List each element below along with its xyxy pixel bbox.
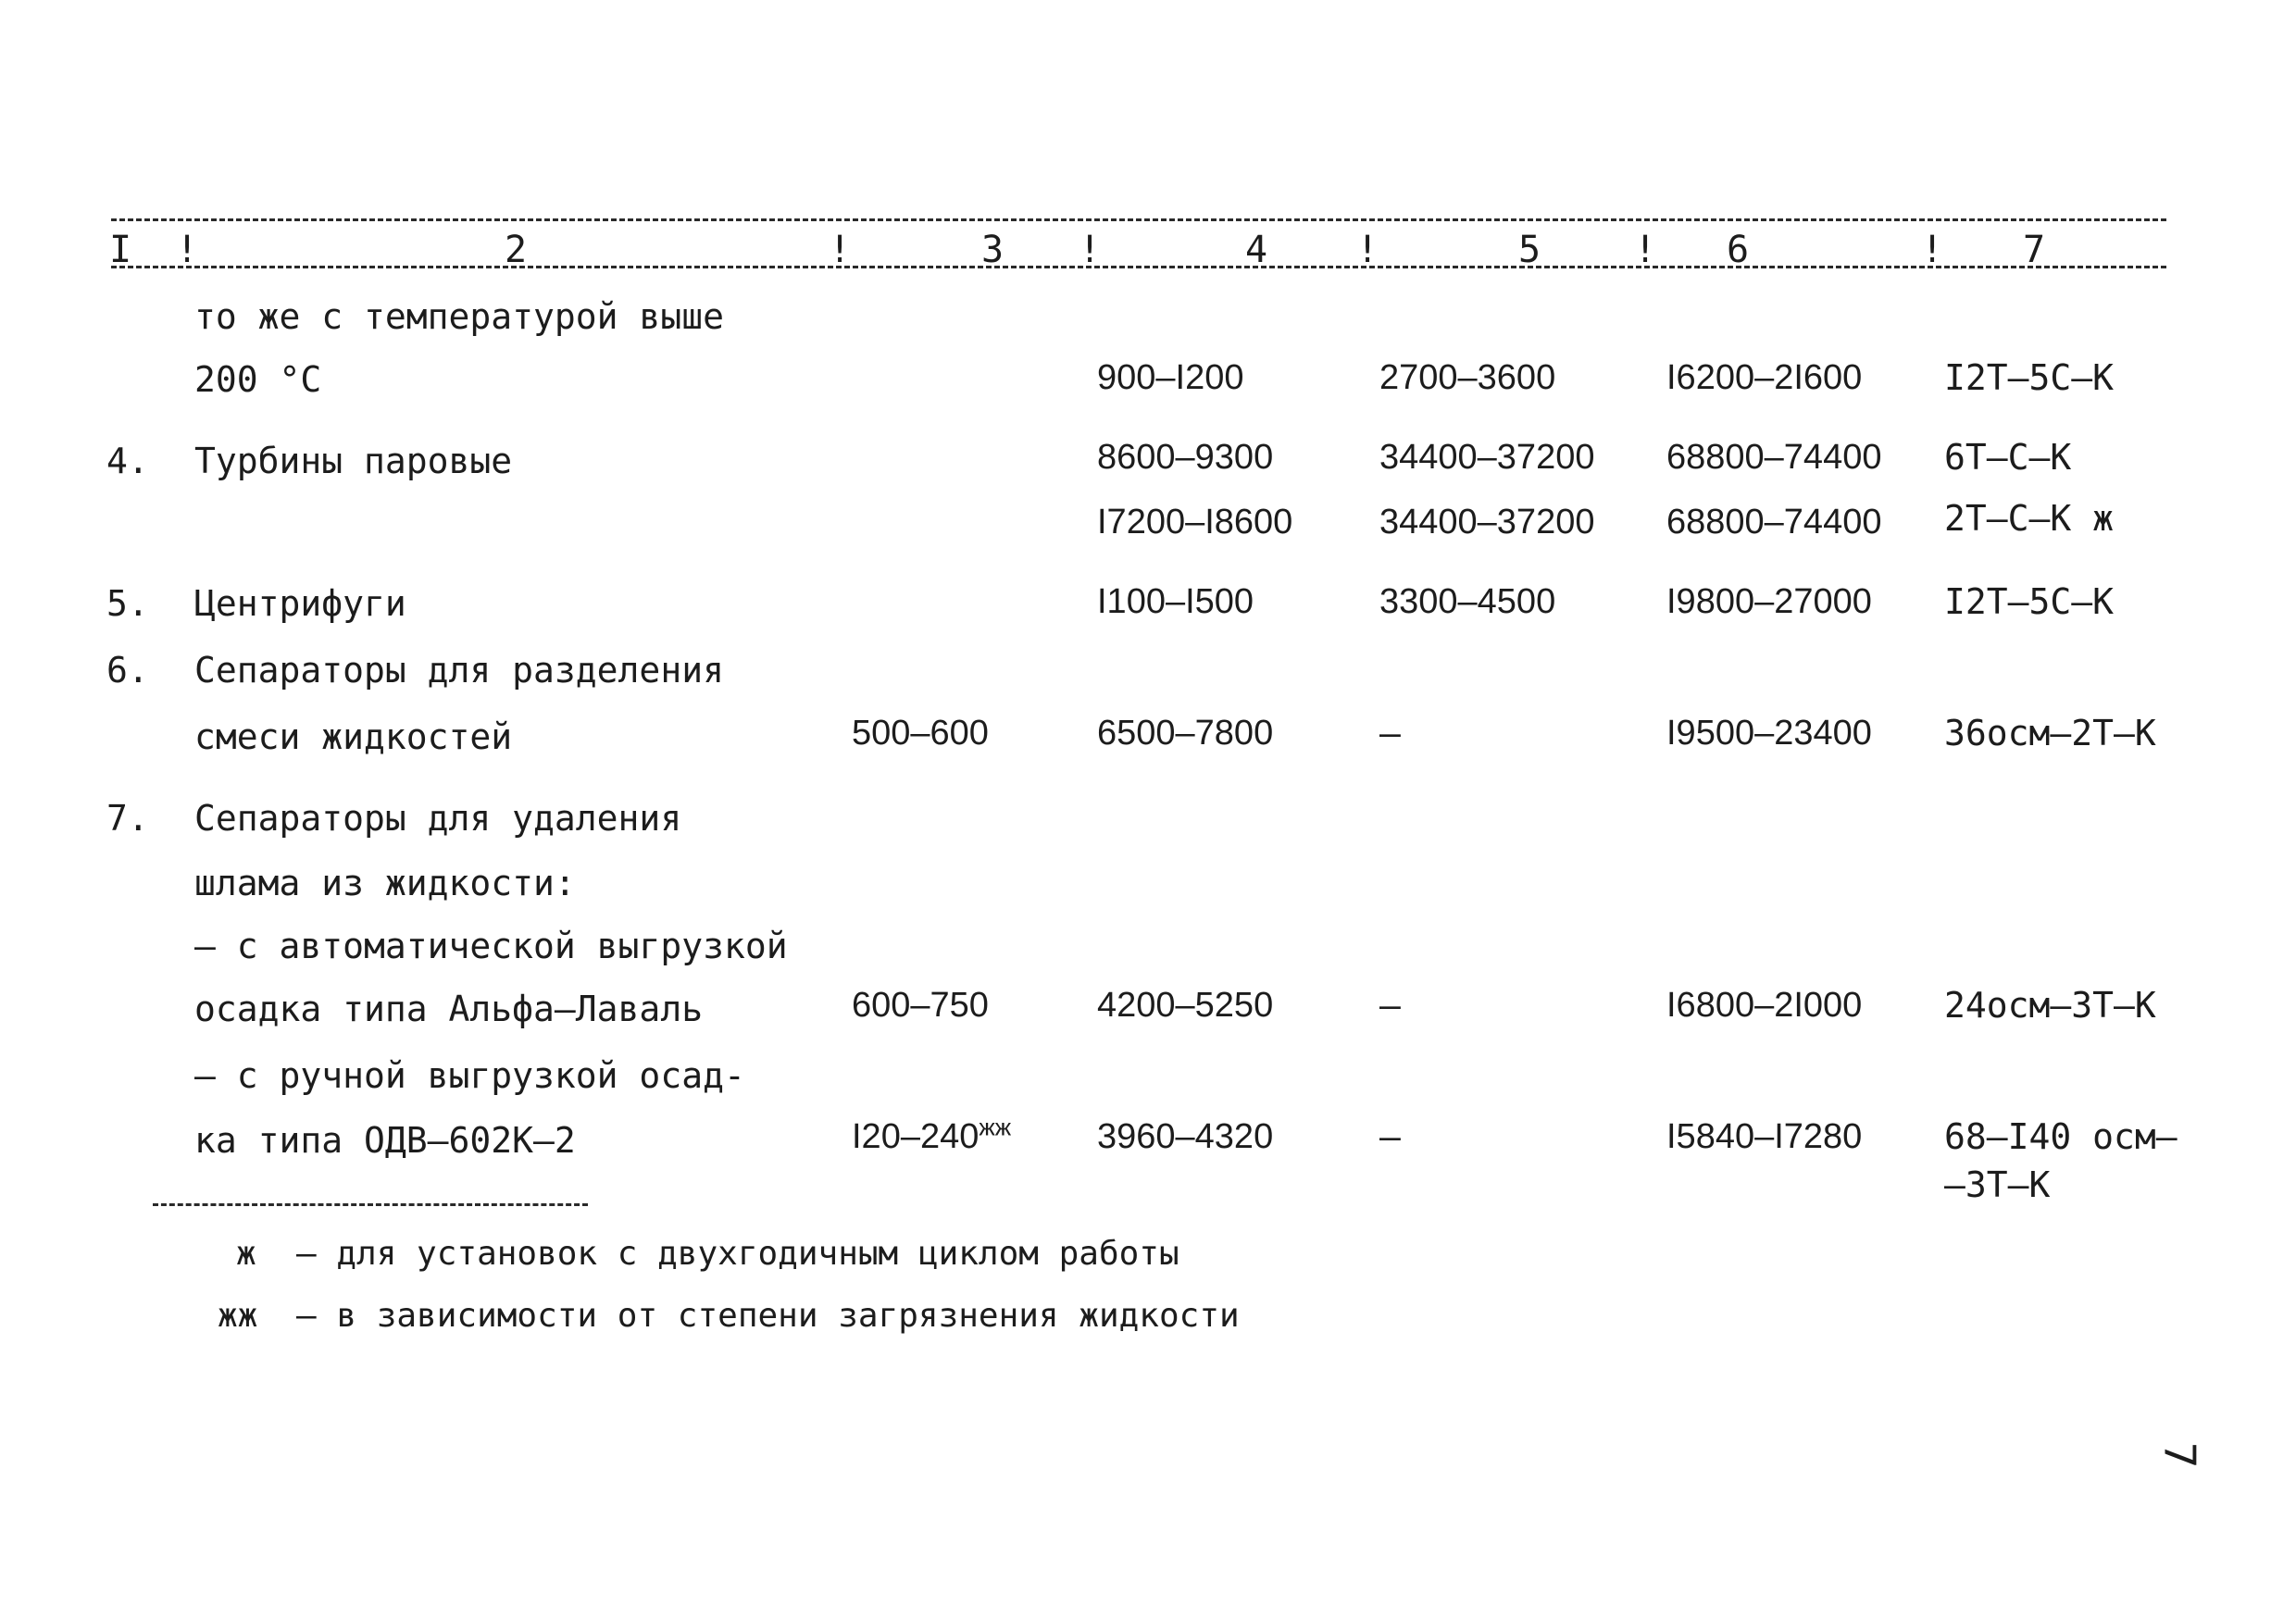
header-col-7: 7 — [2023, 229, 2046, 271]
row-name-line: ка типа ОДВ–602К–2 — [194, 1120, 576, 1161]
cell-col-6: I6200–2I600 — [1666, 358, 1863, 397]
footnote-mark: жж — [979, 1113, 1012, 1141]
row-name-line: то же с температурой выше — [194, 296, 724, 337]
cell-col-5: 34400–37200 — [1379, 503, 1595, 541]
page-number: 7 — [2154, 1441, 2205, 1469]
cell-col-4: 4200–5250 — [1097, 986, 1274, 1025]
footnote-mark: ж — [236, 1235, 256, 1273]
row-number: 4. — [106, 441, 149, 481]
header-col-5: 5 — [1518, 229, 1541, 271]
footnote-divider — [153, 1203, 588, 1206]
cell-col-4: I7200–I8600 — [1097, 503, 1293, 541]
cell-col-6: I5840–I7280 — [1666, 1117, 1863, 1156]
row-name-line: смеси жидкостей — [194, 716, 513, 757]
row-number: 5. — [106, 583, 149, 624]
row-name-line: 200 °C — [194, 359, 322, 400]
cell-col-4: 6500–7800 — [1097, 714, 1274, 753]
row-number: 6. — [106, 650, 149, 691]
cell-col-7: 6T–C–K — [1944, 437, 2072, 478]
row-number: 7. — [106, 798, 149, 839]
row-name-line: шлама из жидкости: — [194, 863, 576, 903]
table-top-rule — [111, 218, 2166, 221]
row-name-line: – с автоматической выгрузкой — [194, 926, 788, 966]
cell-col-3: 500–600 — [852, 714, 989, 753]
header-col-1: I — [109, 229, 132, 271]
cell-col-5: – — [1379, 713, 1401, 753]
cell-col-3 — [852, 1113, 1012, 1157]
header-sep: ! — [1921, 229, 1944, 271]
cell-col-5: – — [1379, 985, 1401, 1026]
cell-col-5: 2700–3600 — [1379, 358, 1556, 397]
cell-col-7-line: –3T–K — [1944, 1164, 2051, 1205]
cell-col-7: 24осм–3T–K — [1944, 985, 2156, 1026]
cell-col-4: 8600–9300 — [1097, 438, 1274, 477]
cell-col-7: 2T–C–K ж — [1944, 498, 2115, 539]
header-sep: ! — [1634, 229, 1657, 271]
footnote-text: – в зависимости от степени загрязнения жидкости — [296, 1297, 1240, 1335]
cell-col-4: 900–I200 — [1097, 358, 1244, 397]
cell-col-3: 600–750 — [852, 986, 989, 1025]
cell-col-7: 36осм–2T–K — [1944, 713, 2156, 753]
cell-col-4: 3960–4320 — [1097, 1117, 1274, 1156]
cell-col-6: 68800–74400 — [1666, 503, 1882, 541]
footnote-mark: жж — [218, 1297, 258, 1335]
cell-col-6: I9800–27000 — [1666, 582, 1872, 621]
row-name-line: Сепараторы для разделения — [194, 650, 724, 691]
header-col-6: 6 — [1727, 229, 1750, 271]
cell-col-5: 34400–37200 — [1379, 438, 1595, 477]
cell-col-7-line: 68–I40 осм– — [1944, 1116, 2177, 1157]
cell-col-4: I100–I500 — [1097, 582, 1254, 621]
row-name-line: осадка типа Альфа–Лаваль — [194, 989, 704, 1029]
row-name-line: Турбины паровые — [194, 441, 513, 481]
header-sep: ! — [1356, 229, 1379, 271]
row-name-line: Сепараторы для удаления — [194, 798, 682, 839]
cell-col-6: I6800–2I000 — [1666, 986, 1863, 1025]
cell-col-6: I9500–23400 — [1666, 714, 1872, 753]
cell-col-5: 3300–4500 — [1379, 582, 1556, 621]
header-sep: ! — [176, 229, 199, 271]
row-name-line: – с ручной выгрузкой осад- — [194, 1055, 745, 1096]
cell-col-7: I2T–5C–K — [1944, 357, 2115, 398]
header-col-2: 2 — [505, 229, 528, 271]
header-col-4: 4 — [1245, 229, 1268, 271]
cell-col-5: – — [1379, 1116, 1401, 1157]
header-sep: ! — [829, 229, 852, 271]
table-header-rule — [111, 266, 2166, 268]
footnote-text: – для установок с двухгодичным циклом работы — [296, 1235, 1179, 1273]
cell-col-3-value: I20–240 — [852, 1117, 980, 1156]
row-name-line: Центрифуги — [194, 583, 406, 624]
cell-col-6: 68800–74400 — [1666, 438, 1882, 477]
header-sep: ! — [1079, 229, 1102, 271]
cell-col-7: I2T–5C–K — [1944, 581, 2115, 622]
header-col-3: 3 — [981, 229, 1004, 271]
